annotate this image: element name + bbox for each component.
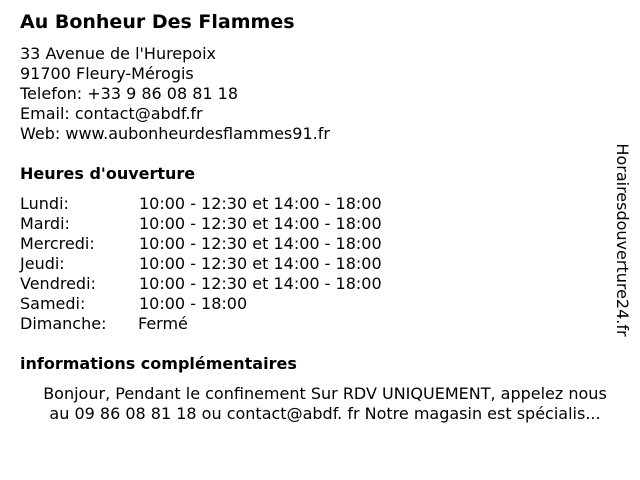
hours-day: Vendredi:: [20, 274, 96, 293]
web-line: Web: www.aubonheurdesflammes91.fr: [20, 124, 330, 143]
watermark-brand: Horairesdouverture24.fr: [613, 143, 632, 337]
hours-time: 10:00 - 12:30 et 14:00 - 18:00: [139, 214, 382, 233]
address-line-2: 91700 Fleury-Mérogis: [20, 64, 194, 83]
hours-time: 10:00 - 12:30 et 14:00 - 18:00: [139, 274, 382, 293]
business-contact: [20, 44, 330, 144]
business-name: Au Bonheur Des Flammes: [20, 11, 295, 33]
hours-time: Fermé: [138, 314, 188, 333]
hours-time: 10:00 - 12:30 et 14:00 - 18:00: [139, 194, 382, 213]
info-description: [16, 384, 634, 424]
info-line-1: Bonjour, Pendant le confinement Sur RDV UNIQUEMENT, appelez nous: [43, 384, 607, 403]
hours-time: 10:00 - 12:30 et 14:00 - 18:00: [139, 234, 382, 253]
info-heading: informations complémentaires: [20, 354, 297, 373]
info-line-2: au 09 86 08 81 18 ou contact@abdf. fr Notre magasin est spécialis...: [49, 404, 601, 423]
hours-day: Lundi:: [20, 194, 69, 213]
hours-time: 10:00 - 18:00: [139, 294, 248, 313]
hours-day: Mercredi:: [20, 234, 95, 253]
email-line: Email: contact@abdf.fr: [20, 104, 203, 123]
hours-day: Dimanche:: [20, 314, 107, 333]
address-line-1: 33 Avenue de l'Hurepoix: [20, 44, 217, 63]
hours-time: 10:00 - 12:30 et 14:00 - 18:00: [139, 254, 382, 273]
phone-line: Telefon: +33 9 86 08 81 18: [20, 84, 239, 103]
hours-heading: Heures d'ouverture: [20, 164, 196, 183]
hours-day: Jeudi:: [20, 254, 65, 273]
hours-day: Mardi:: [20, 214, 70, 233]
hours-day: Samedi:: [20, 294, 86, 313]
